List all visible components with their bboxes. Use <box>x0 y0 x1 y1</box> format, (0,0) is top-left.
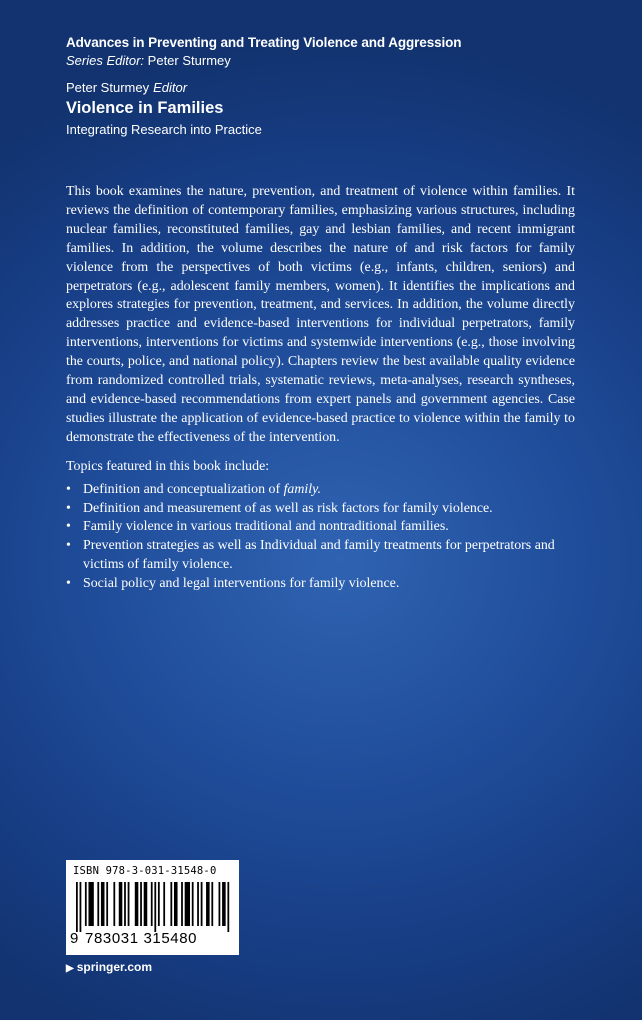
isbn-number: ISBN 978-3-031-31548-0 <box>73 865 217 877</box>
barcode-left-digits: 783031 <box>85 930 139 947</box>
topic-emphasis: family. <box>283 481 322 497</box>
topic-text: Prevention strategies as well as Individual and family treatments for perpetrators and victims of family violence. <box>83 538 555 573</box>
series-header <box>66 34 606 139</box>
book-editor-name: Peter Sturmey <box>66 80 150 95</box>
book-title: Violence in Families <box>66 99 224 117</box>
publisher-url: springer.com <box>76 960 153 974</box>
topic-item <box>66 481 575 500</box>
topic-text: Family violence in various traditional and nontraditional families. <box>83 519 449 535</box>
topic-text: Definition and conceptualization of <box>83 481 284 497</box>
barcode-right-digits: 315480 <box>143 930 198 947</box>
barcode-first-digit: 9 <box>70 930 79 947</box>
back-cover-blurb <box>66 183 575 594</box>
topic-text: Social policy and legal interventions for family violence. <box>83 576 400 592</box>
bullet-icon: • <box>66 519 71 535</box>
topic-item <box>66 537 575 575</box>
topic-item <box>66 518 575 537</box>
series-editor-name: Peter Sturmey <box>147 53 231 68</box>
topics-intro: Topics featured in this book include: <box>66 458 270 474</box>
book-subtitle: Integrating Research into Practice <box>66 122 262 137</box>
topics-list <box>66 481 575 594</box>
topic-text: Definition and measurement of as well as risk factors for family violence. <box>83 500 493 516</box>
barcode-bars <box>76 882 231 932</box>
publisher-link[interactable] <box>66 960 152 974</box>
description-paragraph: This book examines the nature, prevention, and treatment of violence within families. It reviews the definition of contemporary families, emphasizing various structures, including nuclear families, reconstituted families, gay and lesbian families, and recent immigrant families. In addition, the volume describes the nature of and risk factors for family violence from the perspectives of both victims (e.g., infants, children, seniors) and perpetrators (e.g., adolescent family members, women). It identifies the implications and explores strategies for prevention, treatment, and services. In addition, the volume directly addresses practice and evidence-based interventions for individual perpetrators, family interventions, interventions for victims and systemwide interventions (e.g., those involving the courts, police, and national policy). Chapters review the best available quality evidence from randomized controlled trials, systematic reviews, meta-analyses, research syntheses, and evidence-based recommendations from expert panels and government agencies. Case studies illustrate the application of evidence-based practice to violence within the family to demonstrate the effectiveness of the intervention. <box>66 184 575 445</box>
book-editor <box>66 79 606 97</box>
series-editor <box>66 52 606 70</box>
series-editor-label: Series Editor: <box>66 53 145 68</box>
isbn-barcode <box>66 860 239 955</box>
topic-item <box>66 575 575 594</box>
triangle-right-icon: ▶ <box>66 963 74 974</box>
bullet-icon: • <box>66 481 71 497</box>
bullet-icon: • <box>66 500 71 516</box>
book-editor-role: Editor <box>153 80 188 95</box>
bullet-icon: • <box>66 576 71 592</box>
bullet-icon: • <box>66 538 71 554</box>
topic-item <box>66 500 575 519</box>
series-title: Advances in Preventing and Treating Violence and Aggression <box>66 35 462 50</box>
